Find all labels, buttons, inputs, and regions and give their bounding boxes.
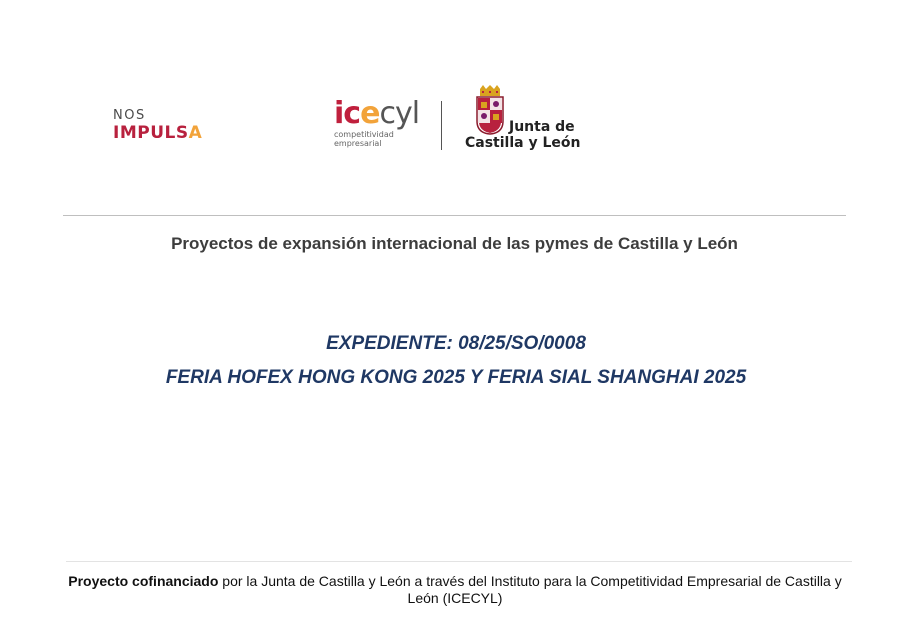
footer-text: por la Junta de Castilla y León a través del Instituto para la Competitividad Empresarial de Castilla y León (ICECYL) bbox=[218, 573, 842, 606]
expediente-heading: EXPEDIENTE: 08/25/SO/0008 bbox=[326, 333, 586, 354]
footer-bold-lead: Proyecto cofinanciado bbox=[68, 573, 219, 589]
document-subtitle: Proyectos de expansión internacional de las pymes de Castilla y León bbox=[171, 234, 738, 253]
junta-logo-line1: Junta de bbox=[509, 119, 575, 135]
junta-castilla-leon-logo bbox=[463, 85, 583, 155]
icecyl-logo-wordmark bbox=[334, 98, 424, 130]
nos-impulsa-logo-main: IMPULS bbox=[113, 123, 189, 143]
coat-of-arms-icon bbox=[474, 85, 506, 135]
icecyl-logo-i: i bbox=[334, 96, 344, 131]
icecyl-logo-sub2: empresarial bbox=[334, 139, 382, 148]
junta-logo-line2: Castilla y León bbox=[465, 135, 581, 151]
icecyl-logo-rest: cyl bbox=[379, 96, 420, 131]
icecyl-logo bbox=[334, 98, 424, 154]
nos-impulsa-logo-line2 bbox=[113, 123, 223, 143]
nos-impulsa-logo-line1: NOS bbox=[113, 108, 146, 123]
icecyl-logo-sub1: competitividad bbox=[334, 130, 394, 139]
feria-heading: FERIA HOFEX HONG KONG 2025 Y FERIA SIAL SHANGHAI 2025 bbox=[165, 367, 747, 388]
nos-impulsa-logo bbox=[113, 109, 223, 143]
nos-impulsa-logo-accent: A bbox=[188, 123, 203, 143]
icecyl-logo-e: e bbox=[360, 96, 380, 131]
icecyl-logo-c: c bbox=[343, 96, 361, 131]
header-divider bbox=[63, 215, 846, 216]
footer-divider bbox=[66, 561, 852, 562]
footer-note bbox=[60, 573, 850, 607]
logo-divider bbox=[441, 101, 442, 150]
